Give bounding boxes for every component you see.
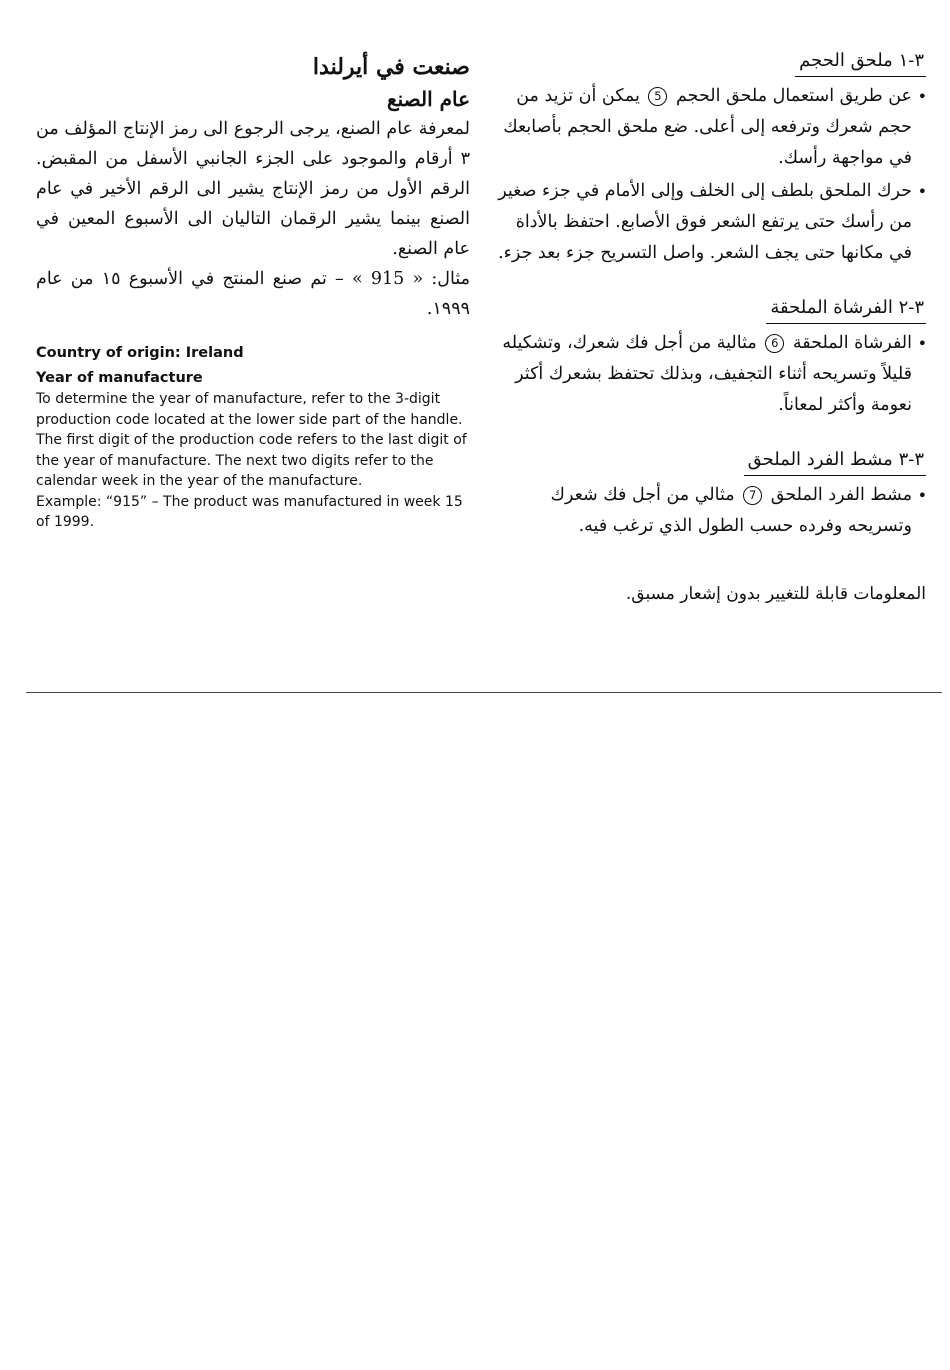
english-origin-block: [36, 342, 470, 533]
bullet-list: [492, 328, 926, 421]
bullet-text: الفرشاة الملحقة: [792, 333, 912, 353]
bullet-list: [492, 480, 926, 542]
english-origin-title: Country of origin: Ireland: [36, 345, 244, 361]
section-brush-attachment: [492, 295, 926, 421]
origin-info-column: [36, 50, 470, 533]
arabic-instructions-column: [492, 48, 926, 608]
bullet-text: يمكن أن تزيد من حجم شعرك وترفعه إلى أعلى. ضع ملحق الحجم بأصابعك في مواجهة رأسك.: [503, 86, 912, 168]
section-title: ٣-١ ملحق الحجم: [795, 48, 926, 77]
bullet-text: مشط الفرد الملحق: [770, 485, 912, 505]
page-divider: [26, 692, 942, 693]
english-year-example: Example: “915” – The product was manufactured in week 15 of 1999.: [36, 493, 463, 530]
bullet-item: [492, 480, 912, 542]
part-number-badge: 7: [743, 486, 762, 505]
bullet-text: حرك الملحق بلطف إلى الخلف وإلى الأمام في جزء صغير من رأسك حتى يرتفع الشعر فوق الأصابع. احتفظ بالأداة في مكانها حتى يجف الشعر. واصل التسريح جزء بعد جزء.: [498, 181, 912, 263]
bullet-item: [492, 176, 912, 269]
bullet-text: مثالي من أجل فك شعرك وتسريحه وفرده حسب الطول الذي ترغب فيه.: [550, 485, 912, 536]
section-title: ٣-٣ مشط الفرد الملحق: [744, 447, 926, 476]
bullet-text: عن طريق استعمال ملحق الحجم: [676, 86, 912, 106]
bullet-item: [492, 81, 912, 174]
bullet-list: [492, 81, 926, 269]
section-comb-attachment: [492, 447, 926, 542]
bullet-text: مثالية من أجل فك شعرك، وتشكيله قليلاً وتسريحه أثناء التجفيف، وبذلك تحتفظ بشعرك أكثر نعومة وأكثر لمعاناً.: [502, 333, 912, 415]
section-title: ٣-٢ الفرشاة الملحقة: [766, 295, 926, 324]
english-year-body: To determine the year of manufacture, refer to the 3-digit production code located at the lower side part of the handle. The first digit of the production code refers to the last digit of the year of manufacture. The next two digits refer to the calendar week in the year of the manufacture.: [36, 391, 467, 489]
part-number-badge: 5: [648, 87, 667, 106]
section-volume-attachment: [492, 48, 926, 269]
arabic-year-heading: عام الصنع: [386, 87, 470, 111]
arabic-origin-title: صنعت في أيرلندا: [312, 54, 470, 80]
change-notice: المعلومات قابلة للتغيير بدون إشعار مسبق.: [625, 584, 926, 604]
arabic-year-body: لمعرفة عام الصنع، يرجى الرجوع الى رمز الإنتاج المؤلف من ٣ أرقام والموجود على الجزء الجانبي الأسفل من المقبض. الرقم الأول من رمز الإنتاج يشير الى الرقم الأخير في عام الصنع بينما يشير الرقمان التاليان الى الأسبوع المعين في عام الصنع.: [36, 119, 470, 259]
part-number-badge: 6: [765, 334, 784, 353]
bullet-item: [492, 328, 912, 421]
arabic-year-example: مثال: « 915 » – تم صنع المنتج في الأسبوع ١٥ من عام ١٩٩٩.: [36, 269, 470, 319]
english-year-heading: Year of manufacture: [36, 370, 203, 386]
